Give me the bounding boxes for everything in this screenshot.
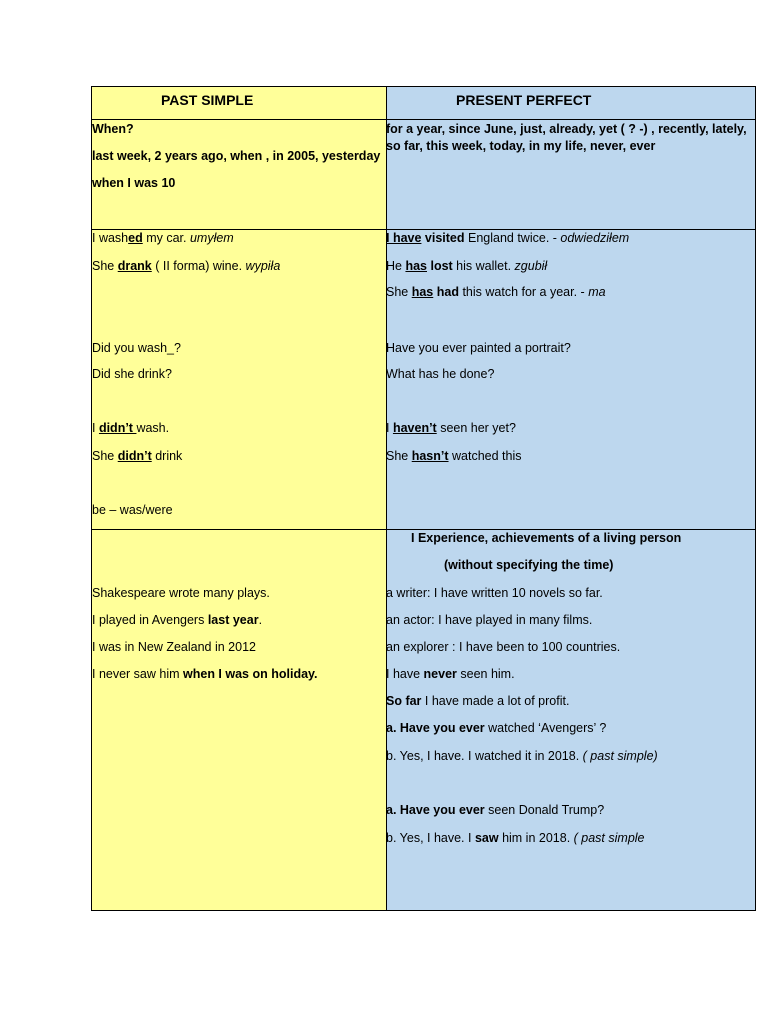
row-divider [92, 119, 755, 120]
present-example-2: He has lost his wallet. zgubił [386, 259, 548, 273]
present-perfect-header: PRESENT PERFECT [456, 92, 592, 108]
past-time-expressions: last week, 2 years ago, when , in 2005, yesterday [92, 149, 381, 163]
present-usage-9: b. Yes, I have. I saw him in 2018. ( past simple [386, 831, 645, 845]
past-negative-1: I didn’t wash. [92, 421, 170, 435]
present-perfect-column [386, 87, 755, 910]
present-question-1: Have you ever painted a portrait? [386, 341, 571, 355]
past-example-1: I washed my car. umyłem [92, 231, 234, 245]
past-time-expression-2: when I was 10 [92, 176, 176, 190]
grammar-table [91, 86, 756, 911]
present-usage-1: a writer: I have written 10 novels so far. [386, 586, 603, 600]
past-usage-2: I played in Avengers last year. [92, 613, 263, 627]
past-example-2: She drank ( II forma) wine. wypiła [92, 259, 281, 273]
present-usage-5: So far I have made a lot of profit. [386, 694, 570, 708]
present-example-3: She has had this watch for a year. - ma [386, 285, 606, 299]
past-usage-3: I was in New Zealand in 2012 [92, 640, 256, 654]
past-usage-4: I never saw him when I was on holiday. [92, 667, 318, 681]
when-question: When? [92, 122, 134, 136]
present-usage-heading: I Experience, achievements of a living person [411, 531, 682, 545]
present-negative-1: I haven’t seen her yet? [386, 421, 516, 435]
present-usage-2: an actor: I have played in many films. [386, 613, 593, 627]
present-usage-subheading: (without specifying the time) [444, 558, 614, 572]
past-simple-column [92, 87, 386, 910]
present-usage-3: an explorer : I have been to 100 countries. [386, 640, 621, 654]
present-usage-4: I have never seen him. [386, 667, 515, 681]
present-time-expressions: for a year, since June, just, already, yet ( ? -) , recently, lately, so far, this week, today, in my life, never, ever [386, 122, 747, 153]
past-simple-header: PAST SIMPLE [161, 92, 254, 108]
be-forms: be – was/were [92, 503, 173, 517]
present-question-2: What has he done? [386, 367, 495, 381]
past-negative-2: She didn’t drink [92, 449, 183, 463]
present-usage-6: a. Have you ever watched ‘Avengers’ ? [386, 721, 607, 735]
present-usage-7: b. Yes, I have. I watched it in 2018. ( past simple) [386, 749, 658, 763]
present-usage-8: a. Have you ever seen Donald Trump? [386, 803, 605, 817]
past-question-1: Did you wash_? [92, 341, 181, 355]
past-question-2: Did she drink? [92, 367, 172, 381]
past-usage-1: Shakespeare wrote many plays. [92, 586, 270, 600]
present-negative-2: She hasn’t watched this [386, 449, 522, 463]
present-example-1: I have visited England twice. - odwiedziłem [386, 231, 630, 245]
